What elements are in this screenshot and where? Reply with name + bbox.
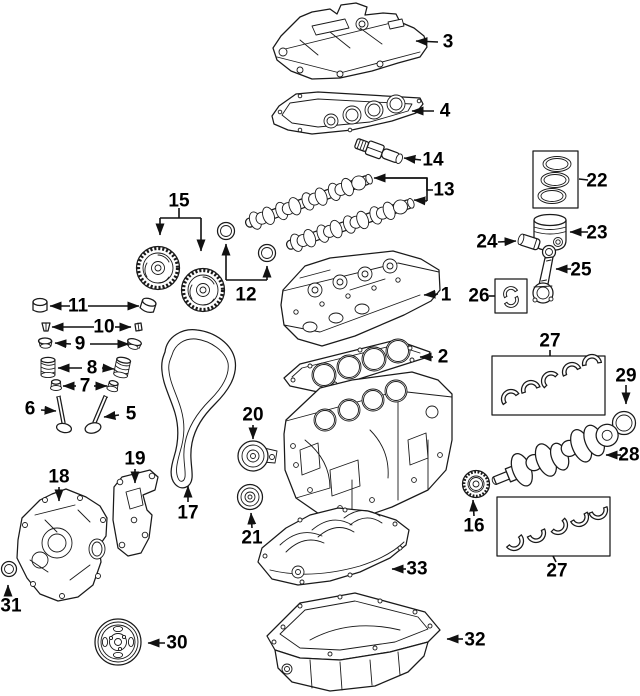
valve-cover-drawing bbox=[273, 3, 427, 79]
callout-24-piston-pin[interactable]: 24 bbox=[476, 231, 498, 253]
callout-11-valve-lifter[interactable]: 11 bbox=[67, 295, 89, 317]
valve-spring-left-drawing bbox=[41, 357, 55, 377]
crankshaft-drawing bbox=[486, 415, 623, 497]
callout-25-connecting-rod[interactable]: 25 bbox=[570, 259, 592, 281]
callout-9-spring-retainer[interactable]: 9 bbox=[74, 333, 86, 355]
callout-15-camshaft-gear[interactable]: 15 bbox=[168, 190, 190, 212]
callout-4-valve-cover-gasket[interactable]: 4 bbox=[439, 100, 451, 122]
callout-7-valve-stem-seal[interactable]: 7 bbox=[79, 375, 91, 397]
valve-spring-retainer-left-drawing bbox=[39, 338, 53, 348]
idler-pulley-drawing bbox=[238, 485, 263, 510]
cylinder-head-drawing bbox=[281, 251, 440, 346]
timing-belt-drawing bbox=[162, 330, 236, 488]
connecting-rod-drawing bbox=[533, 246, 556, 304]
callout-10-valve-keeper[interactable]: 10 bbox=[93, 316, 115, 338]
callout-12-camshaft-seal[interactable]: 12 bbox=[235, 284, 257, 306]
valve-spring-right-drawing bbox=[113, 356, 131, 379]
callout-33-upper-oil-pan[interactable]: 33 bbox=[406, 558, 428, 580]
engine-front-cover-drawing bbox=[17, 489, 107, 601]
callout-16-crank-sprocket[interactable]: 16 bbox=[463, 515, 485, 537]
callout-23-piston[interactable]: 23 bbox=[586, 222, 608, 244]
exhaust-valve-drawing bbox=[84, 396, 107, 435]
timing-belt-tensioner-drawing bbox=[238, 441, 277, 471]
intake-valve-drawing bbox=[56, 396, 73, 434]
engine-block-drawing bbox=[284, 372, 452, 521]
callout-19-bracket[interactable]: 19 bbox=[124, 448, 146, 470]
crankshaft-pulley-drawing bbox=[95, 619, 141, 665]
callout-8-valve-spring[interactable]: 8 bbox=[86, 357, 98, 379]
callout-21-idler-pulley[interactable]: 21 bbox=[241, 527, 263, 549]
oil-pan-drawing bbox=[267, 593, 440, 691]
callout-3-valve-cover[interactable]: 3 bbox=[442, 31, 454, 53]
callout-17-timing-belt[interactable]: 17 bbox=[177, 502, 199, 524]
callout-20-tensioner[interactable]: 20 bbox=[242, 404, 264, 426]
camshaft-seal-right-drawing bbox=[259, 245, 276, 262]
connecting-rod-bearing-set-drawing bbox=[495, 279, 527, 313]
camshaft-seal-left-drawing bbox=[218, 223, 235, 240]
callout-30-crank-pulley[interactable]: 30 bbox=[166, 632, 188, 654]
valve-keeper-right-drawing bbox=[135, 323, 142, 331]
main-bearing-set-lower-drawing bbox=[497, 497, 610, 556]
callout-1-cylinder-head[interactable]: 1 bbox=[440, 284, 452, 306]
callout-13-camshaft[interactable]: 13 bbox=[433, 179, 455, 201]
callout-26-rod-bearings[interactable]: 26 bbox=[468, 285, 490, 307]
valve-keeper-left-drawing bbox=[42, 323, 50, 331]
camshaft-gear-right-drawing bbox=[182, 269, 225, 312]
callout-5-exhaust-valve[interactable]: 5 bbox=[125, 403, 137, 425]
callout-14-cam-actuator[interactable]: 14 bbox=[422, 149, 444, 171]
valve-stem-seal-right-drawing bbox=[106, 380, 119, 393]
callout-32-oil-pan[interactable]: 32 bbox=[464, 629, 486, 651]
callout-27-main-bearings-upper[interactable]: 27 bbox=[539, 330, 561, 352]
valve-stem-seal-left-drawing bbox=[51, 380, 62, 391]
callout-29-rear-main-seal[interactable]: 29 bbox=[615, 365, 637, 387]
front-crankshaft-seal-drawing bbox=[2, 562, 17, 577]
callout-22-piston-rings[interactable]: 22 bbox=[586, 170, 608, 192]
camshaft-gear-left-drawing bbox=[137, 247, 180, 290]
callout-31-front-seal[interactable]: 31 bbox=[0, 595, 22, 617]
callout-28-crankshaft[interactable]: 28 bbox=[618, 444, 640, 466]
upper-oil-pan-drawing bbox=[258, 508, 409, 585]
callout-2-head-gasket[interactable]: 2 bbox=[437, 346, 449, 368]
crankshaft-sprocket-drawing bbox=[463, 471, 490, 498]
piston-ring-set-drawing bbox=[533, 151, 578, 208]
valve-lifter-right-drawing bbox=[139, 297, 156, 314]
valve-lifter-left-drawing bbox=[33, 299, 47, 313]
callout-27-main-bearings-lower[interactable]: 27 bbox=[546, 560, 568, 582]
main-bearing-set-upper-drawing bbox=[492, 353, 605, 415]
camshaft-position-actuator-drawing bbox=[354, 136, 405, 166]
callout-18-front-cover[interactable]: 18 bbox=[48, 466, 70, 488]
valve-cover-gasket-drawing bbox=[272, 92, 423, 134]
callout-6-intake-valve[interactable]: 6 bbox=[24, 398, 36, 420]
